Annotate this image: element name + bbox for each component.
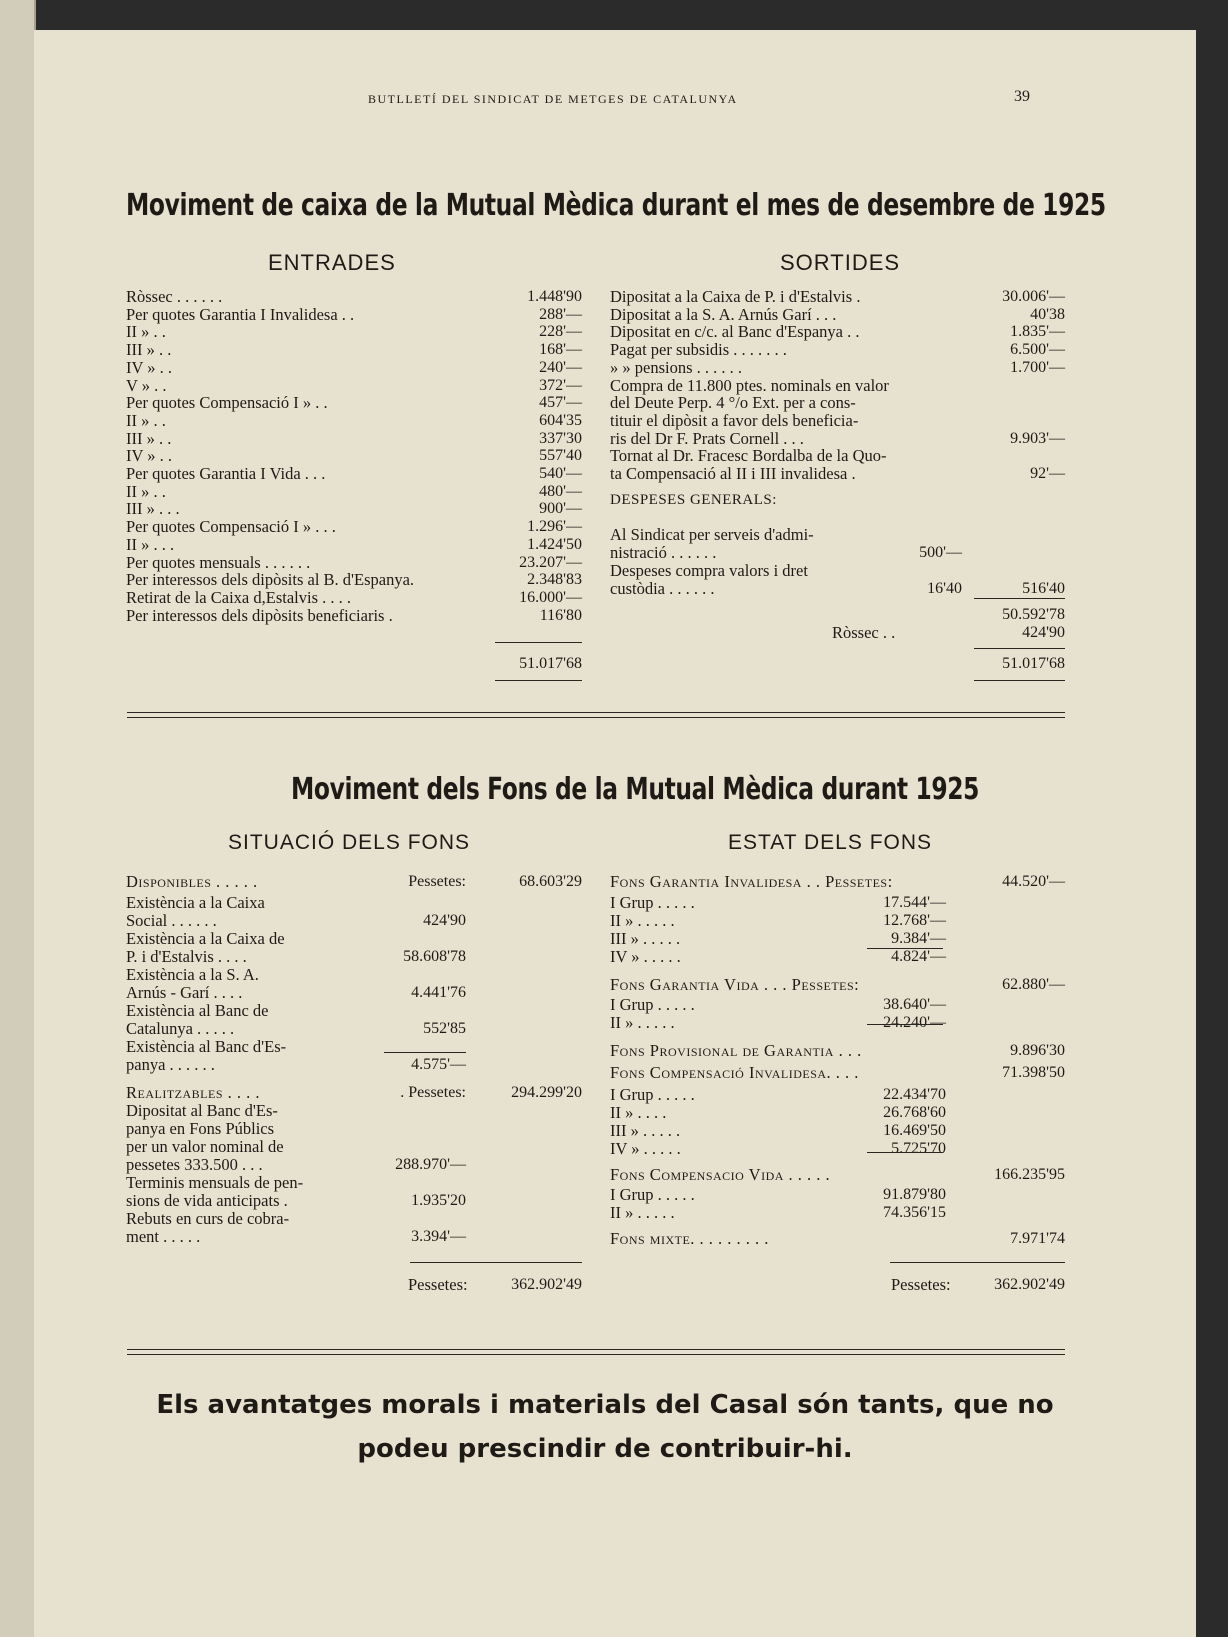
situacio-label: Existència al Banc de xyxy=(126,1001,269,1020)
estat-subamount: 24.240'— xyxy=(883,1014,946,1031)
estat-sub-rule-3 xyxy=(867,1152,943,1153)
despesa-label: nistració . . . . . . xyxy=(610,543,717,562)
despesa-subamount: 16'40 xyxy=(927,580,962,597)
estat-total-rule xyxy=(890,1262,1065,1263)
entrada-label: Ròssec . . . . . . xyxy=(126,287,223,306)
estat-label: II » . . . . xyxy=(610,1103,667,1122)
sortida-label: » » pensions . . . . . . xyxy=(610,357,742,377)
sortida-amount: 9.903'— xyxy=(1010,429,1065,447)
situacio-label: Rebuts en curs de cobra- xyxy=(126,1209,290,1228)
entrada-label: Per quotes mensuals . . . . . . xyxy=(126,552,311,572)
estat-subamount: 26.768'60 xyxy=(883,1104,946,1121)
estat-subamount: 74.356'15 xyxy=(883,1204,946,1221)
entrada-amount: 372'— xyxy=(539,376,582,394)
entrada-label: III » . . xyxy=(126,340,172,360)
sortida-label: Compra de 11.800 ptes. nominals en valor xyxy=(610,375,889,395)
sortides-total-rule xyxy=(974,648,1065,649)
situacio-label: pessetes 333.500 . . . xyxy=(126,1155,263,1174)
estat-label: III » . . . . . xyxy=(610,929,681,948)
entrada-label: Per quotes Compensació I » . . xyxy=(126,393,328,413)
entrada-label: II » . . . xyxy=(126,534,175,554)
estat-label: IV » . . . . . xyxy=(610,1139,681,1158)
situacio-label: Disponibles . . . . . xyxy=(126,872,258,891)
estat-heading: ESTAT DELS FONS xyxy=(728,831,933,854)
estat-amount: 44.520'— xyxy=(1002,873,1065,890)
situacio-label: ment . . . . . xyxy=(126,1227,201,1246)
entrada-label: Per quotes Garantia I Vida . . . xyxy=(126,464,326,483)
entrada-label: III » . . . xyxy=(126,499,180,519)
situacio-label: Social . . . . . . xyxy=(126,911,217,930)
entrades-total-underline xyxy=(495,680,582,681)
situacio-label: P. i d'Estalvis . . . . xyxy=(126,947,247,966)
estat-subamount: 91.879'80 xyxy=(883,1186,946,1203)
sortida-label: Dipositat en c/c. al Banc d'Espanya . . xyxy=(610,322,860,342)
entrada-amount: 1.448'90 xyxy=(527,288,582,305)
running-header: BUTLLETÍ DEL SINDICAT DE METGES DE CATALUNYA xyxy=(368,92,738,106)
estat-amount: 166.235'95 xyxy=(994,1166,1065,1183)
sortida-amount: 1.835'— xyxy=(1010,323,1065,341)
situacio-subamount: 4.575'— xyxy=(411,1056,466,1073)
situacio-label: Terminis mensuals de pen- xyxy=(126,1173,304,1192)
situacio-amount: 68.603'29 xyxy=(519,873,582,890)
estat-label: I Grup . . . . . xyxy=(610,1185,695,1204)
sortida-amount: 6.500'— xyxy=(1010,341,1065,359)
entrada-amount: 23.207'— xyxy=(519,553,582,571)
sortides-subtotal: 50.592'78 xyxy=(1002,606,1065,623)
entrada-label: V » . . xyxy=(126,375,167,395)
despeses-heading: DESPESES GENERALS: xyxy=(610,492,777,508)
slogan-line-1: Els avantatges morals i materials del Casal són tants, que no xyxy=(156,1390,1054,1420)
sortides-heading: SORTIDES xyxy=(780,250,901,275)
situacio-sub-rule xyxy=(384,1052,466,1053)
estat-label: I Grup . . . . . xyxy=(610,1085,695,1104)
entrada-amount: 116'80 xyxy=(539,606,582,624)
estat-label: III » . . . . . xyxy=(610,1121,681,1140)
entrada-amount: 16.000'— xyxy=(519,588,582,606)
estat-subamount: 38.640'— xyxy=(883,996,946,1013)
entrada-amount: 337'30 xyxy=(539,429,582,447)
situacio-label: panya en Fons Públics xyxy=(126,1119,275,1138)
situacio-subamount: 58.608'78 xyxy=(403,948,466,965)
entrada-label: Per quotes Compensació I » . . . xyxy=(126,517,336,537)
entrada-label: II » . . xyxy=(126,481,166,501)
sortida-amount: 40'38 xyxy=(1030,305,1065,323)
estat-label: Fons Compensació Invalidesa. . . . xyxy=(610,1063,859,1082)
situacio-subamount: 3.394'— xyxy=(411,1228,466,1245)
book-spine xyxy=(0,0,36,1637)
entrada-amount: 540'— xyxy=(539,465,582,482)
situacio-subamount: Pessetes: xyxy=(408,873,466,890)
entrada-amount: 480'— xyxy=(539,482,582,500)
entrada-amount: 228'— xyxy=(539,323,582,341)
situacio-label: sions de vida anticipats . xyxy=(126,1191,288,1210)
estat-subamount: 16.469'50 xyxy=(883,1122,946,1139)
situacio-label: Realitzables . . . . xyxy=(126,1083,260,1102)
estat-label: Fons Compensacio Vida . . . . . xyxy=(610,1165,831,1184)
entrada-amount: 2.348'83 xyxy=(527,571,582,589)
entrades-total-rule xyxy=(495,642,582,643)
estat-subamount: 22.434'70 xyxy=(883,1086,946,1103)
sortides-subtotal-rule xyxy=(974,598,1065,599)
slogan-line-2: podeu prescindir de contribuir-hi. xyxy=(357,1434,853,1464)
sortida-label: ta Compensació al II i III invalidesa . xyxy=(610,464,856,483)
section1-title: Moviment de caixa de la Mutual Mèdica durant el mes de desembre de 1925 xyxy=(126,188,1106,223)
situacio-subamount: . Pessetes: xyxy=(400,1084,466,1101)
entrada-label: III » . . xyxy=(126,428,172,448)
sortida-label: Pagat per subsidis . . . . . . . xyxy=(610,340,787,360)
entrades-total: 51.017'68 xyxy=(519,655,582,672)
entrada-label: IV » . . xyxy=(126,357,172,377)
footer-divider xyxy=(127,1349,1065,1355)
entrada-label: IV » . . xyxy=(126,446,172,466)
entrada-amount: 457'— xyxy=(539,394,582,412)
entrada-amount: 1.296'— xyxy=(527,518,582,536)
estat-subamount: 9.384'— xyxy=(891,930,946,947)
sortida-label: Tornat al Dr. Fracesc Bordalba de la Quo- xyxy=(610,446,887,466)
estat-label: Fons mixte. . . . . . . . . xyxy=(610,1229,769,1248)
estat-amount: 7.971'74 xyxy=(1010,1230,1065,1247)
situacio-total-rule xyxy=(410,1262,582,1263)
estat-label: I Grup . . . . . xyxy=(610,893,695,912)
estat-amount: 71.398'50 xyxy=(1002,1064,1065,1081)
situacio-label: Existència al Banc d'Es- xyxy=(126,1037,287,1056)
sortida-amount: 30.006'— xyxy=(1002,288,1065,305)
section2-title: Moviment dels Fons de la Mutual Mèdica durant 1925 xyxy=(291,772,980,807)
despesa-amount: 516'40 xyxy=(1022,580,1065,597)
entrada-label: Per interessos dels dipòsits beneficiaris . xyxy=(126,605,393,625)
situacio-total-label: Pessetes: xyxy=(408,1275,468,1294)
estat-total: 362.902'49 xyxy=(994,1276,1065,1293)
despesa-label: Al Sindicat per serveis d'admi- xyxy=(610,525,814,544)
entrada-amount: 604'35 xyxy=(539,411,582,429)
entrada-amount: 168'— xyxy=(539,341,582,359)
sortida-amount: 1.700'— xyxy=(1010,358,1065,376)
sortida-label: ris del Dr F. Prats Cornell . . . xyxy=(610,428,804,448)
sortida-label: Dipositat a la Caixa de P. i d'Estalvis . xyxy=(610,287,861,306)
estat-subamount: 12.768'— xyxy=(883,912,946,929)
estat-subamount: 17.544'— xyxy=(883,894,946,911)
sortides-total-underline xyxy=(974,680,1065,681)
page-number: 39 xyxy=(1014,88,1030,105)
despesa-subamount: 500'— xyxy=(919,544,962,561)
entrada-amount: 240'— xyxy=(539,358,582,376)
situacio-label: Catalunya . . . . . xyxy=(126,1019,235,1038)
situacio-subamount: 424'90 xyxy=(423,912,466,929)
entrada-label: Retirat de la Caixa d,Estalvis . . . . xyxy=(126,587,351,607)
estat-sub-rule-2 xyxy=(867,1024,943,1025)
estat-label: IV » . . . . . xyxy=(610,947,681,966)
situacio-label: Existència a la S. A. xyxy=(126,965,259,984)
sortida-label: del Deute Perp. 4 °/o Ext. per a cons- xyxy=(610,393,856,413)
sortides-rossec: 424'90 xyxy=(1022,624,1065,641)
entrada-label: Per quotes Garantia I Invalidesa . . xyxy=(126,304,355,324)
entrada-amount: 288'— xyxy=(539,305,582,323)
estat-amount: 9.896'30 xyxy=(1010,1042,1065,1059)
entrada-amount: 557'40 xyxy=(539,447,582,465)
estat-label: II » . . . . . xyxy=(610,911,675,930)
situacio-subamount: 1.935'20 xyxy=(411,1192,466,1209)
sortida-label: tituir el dipòsit a favor dels beneficia- xyxy=(610,410,859,430)
entrada-label: Per interessos dels dipòsits al B. d'Espanya. xyxy=(126,570,415,590)
sortida-label: Dipositat a la S. A. Arnús Garí . . . xyxy=(610,304,837,324)
sortides-total: 51.017'68 xyxy=(1002,655,1065,672)
situacio-label: per un valor nominal de xyxy=(126,1137,284,1156)
sortides-rossec-label: Ròssec . . xyxy=(832,623,896,642)
situacio-label: Existència a la Caixa xyxy=(126,893,265,912)
sortida-amount: 92'— xyxy=(1030,465,1065,482)
entrada-amount: 900'— xyxy=(539,500,582,518)
estat-label: Fons Provisional de Garantia . . . xyxy=(610,1041,862,1060)
estat-label: I Grup . . . . . xyxy=(610,995,695,1014)
situacio-subamount: 552'85 xyxy=(423,1020,466,1037)
estat-subamount: 5.725'70 xyxy=(891,1140,946,1157)
situacio-label: Existència a la Caixa de xyxy=(126,929,285,948)
despesa-label: custòdia . . . . . . xyxy=(610,579,715,598)
situacio-label: Arnús - Garí . . . . xyxy=(126,983,243,1002)
entrades-heading: ENTRADES xyxy=(268,250,396,275)
estat-subamount: 4.824'— xyxy=(891,948,946,965)
situacio-subamount: 288.970'— xyxy=(395,1156,466,1173)
estat-sub-rule-1 xyxy=(867,948,943,949)
situacio-heading: SITUACIÓ DELS FONS xyxy=(228,831,471,854)
estat-amount: 62.880'— xyxy=(1002,976,1065,993)
section-divider xyxy=(127,712,1065,718)
situacio-label: Dipositat al Banc d'Es- xyxy=(126,1101,278,1120)
estat-total-label: Pessetes: xyxy=(891,1275,951,1294)
despesa-label: Despeses compra valors i dret xyxy=(610,561,808,580)
situacio-amount: 294.299'20 xyxy=(511,1084,582,1101)
estat-label: Fons Garantia Vida . . . Pessetes: xyxy=(610,975,860,994)
estat-label: II » . . . . . xyxy=(610,1013,675,1032)
estat-label: II » . . . . . xyxy=(610,1203,675,1222)
situacio-subamount: 4.441'76 xyxy=(411,984,466,1001)
entrada-label: II » . . xyxy=(126,322,166,342)
entrada-amount: 1.424'50 xyxy=(527,535,582,553)
situacio-total: 362.902'49 xyxy=(511,1276,582,1293)
situacio-label: panya . . . . . . xyxy=(126,1055,215,1074)
estat-label: Fons Garantia Invalidesa . . Pessetes: xyxy=(610,872,893,891)
entrada-label: II » . . xyxy=(126,410,166,430)
